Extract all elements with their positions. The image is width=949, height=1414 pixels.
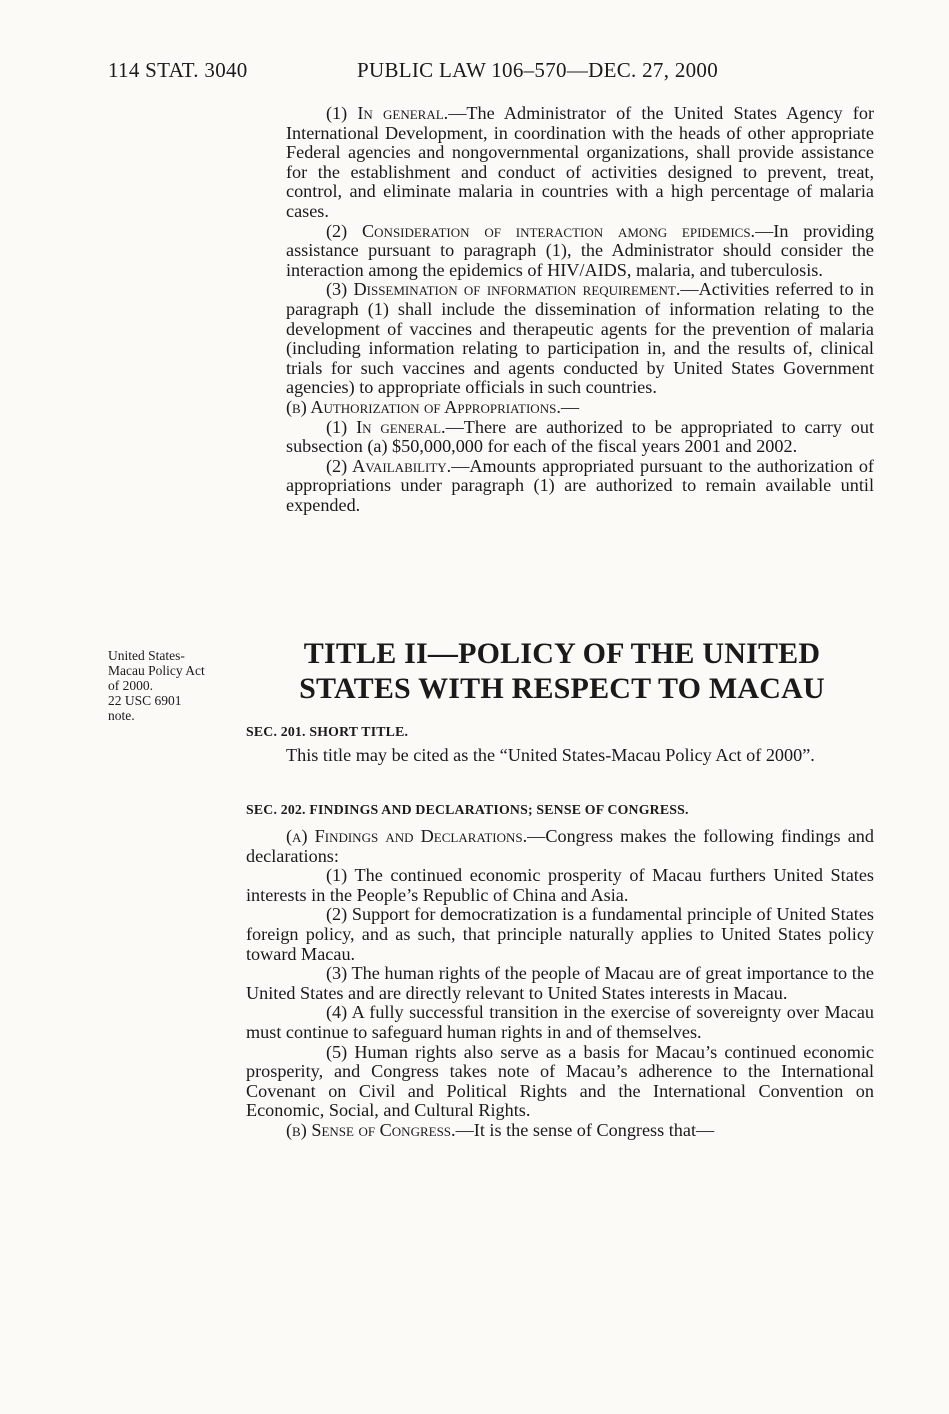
- title-line-2: STATES WITH RESPECT TO MACAU: [299, 672, 825, 705]
- subsection-b: [286, 398, 874, 418]
- paragraph-b1: [286, 418, 874, 457]
- paragraph-b2-head: (2) Availability.: [326, 455, 452, 476]
- paragraph-1-head: (1) In general.: [326, 103, 449, 123]
- paragraph-b2: [286, 457, 874, 516]
- paragraph-3: [286, 280, 874, 398]
- section-202: [246, 802, 874, 1141]
- subsection-b-sense: [246, 1121, 874, 1141]
- paragraph-1-text: —The Administrator of the United States Agency for International Development, in coordination with the heads of other appropriate Federal agencies and nongovernmental organizations, shall provide assistance for the establishment and conduct of activities designed to prevent, treat, control, and eliminate malaria in countries with a high percentage of malaria cases.: [286, 103, 875, 221]
- subsection-a: [246, 827, 874, 866]
- section-202-heading: SEC. 202. FINDINGS AND DECLARATIONS; SENSE OF CONGRESS.: [246, 802, 689, 817]
- finding-3: (3) The human rights of the people of Macau are of great importance to the United States and are directly relevant to United States interests in Macau.: [246, 963, 874, 1003]
- running-header: PUBLIC LAW 106–570—DEC. 27, 2000: [357, 58, 719, 82]
- subsection-b-head: (b) Authorization of Appropriations.: [286, 396, 561, 417]
- finding-2: (2) Support for democratization is a fundamental principle of United States foreign policy, and as such, that principle naturally applies to United States policy toward Macau.: [246, 904, 874, 964]
- finding-1: (1) The continued economic prosperity of Macau furthers United States interests in the People’s Republic of China and Asia.: [246, 865, 874, 905]
- title-line-1: TITLE II—POLICY OF THE UNITED: [303, 637, 821, 670]
- paragraph-b2-text: —Amounts appropriated pursuant to the authorization of appropriations under paragraph (1) are authorized to remain available until expended.: [286, 455, 874, 515]
- finding-4: (4) A fully successful transition in the exercise of sovereignty over Macau must continue to safeguard human rights in and of themselves.: [246, 1002, 874, 1042]
- finding-5: (5) Human rights also serve as a basis for Macau’s continued economic prosperity, and Congress takes note of Macau’s adherence to the International Covenant on Civil and Political Rights and the International Convention on Economic, Social, and Cultural Rights.: [246, 1041, 874, 1121]
- paragraph-b1-text: —There are authorized to be appropriated to carry out subsection (a) $50,000,000 for each of the fiscal years 2001 and 2002.: [286, 416, 875, 457]
- top-section: [286, 104, 874, 515]
- sense-head: (b) Sense of Congress.: [286, 1119, 456, 1140]
- margin-note-line: Macau Policy Act: [108, 663, 205, 678]
- paragraph-2: [286, 222, 874, 281]
- paragraph-1: [286, 104, 874, 222]
- subsection-a-text: —Congress makes the following findings and declarations:: [246, 826, 874, 866]
- paragraph-b1-head: (1) In general.: [326, 416, 446, 437]
- sense-text: —It is the sense of Congress that—: [455, 1119, 715, 1140]
- paragraph-3-head: (3) Dissemination of information requirement.: [326, 279, 681, 300]
- paragraph-3-text: —Activities referred to in paragraph (1) shall include the dissemination of information relating to the development of vaccines and therapeutic agents for the prevention of malaria (including information relating to participation in, and the results of, clinical trials for such vaccines and agents conducted by United States Government agencies) to appropriate officials in such countries.: [286, 279, 874, 398]
- paragraph-2-head: (2) Consideration of interaction among epidemics.: [326, 220, 756, 241]
- margin-note-line: note.: [108, 708, 135, 723]
- margin-note: [108, 648, 228, 723]
- margin-note-line: United States-: [108, 648, 185, 663]
- section-201: [246, 724, 874, 766]
- title-heading: [250, 636, 874, 706]
- subsection-a-head: (a) Findings and Declarations.: [286, 826, 528, 846]
- section-201-text: This title may be cited as the “United States-Macau Policy Act of 2000”.: [286, 745, 815, 765]
- page-stat-number: 114 STAT. 3040: [108, 58, 248, 82]
- margin-note-line: of 2000.: [108, 678, 153, 693]
- paragraph-2-text: —In providing assistance pursuant to paragraph (1), the Administrator should consider the interaction among the epidemics of HIV/AIDS, malaria, and tuberculosis.: [286, 220, 874, 280]
- margin-note-line: 22 USC 6901: [108, 693, 182, 708]
- subsection-b-text: —: [560, 396, 580, 417]
- section-201-heading: SEC. 201. SHORT TITLE.: [246, 724, 409, 739]
